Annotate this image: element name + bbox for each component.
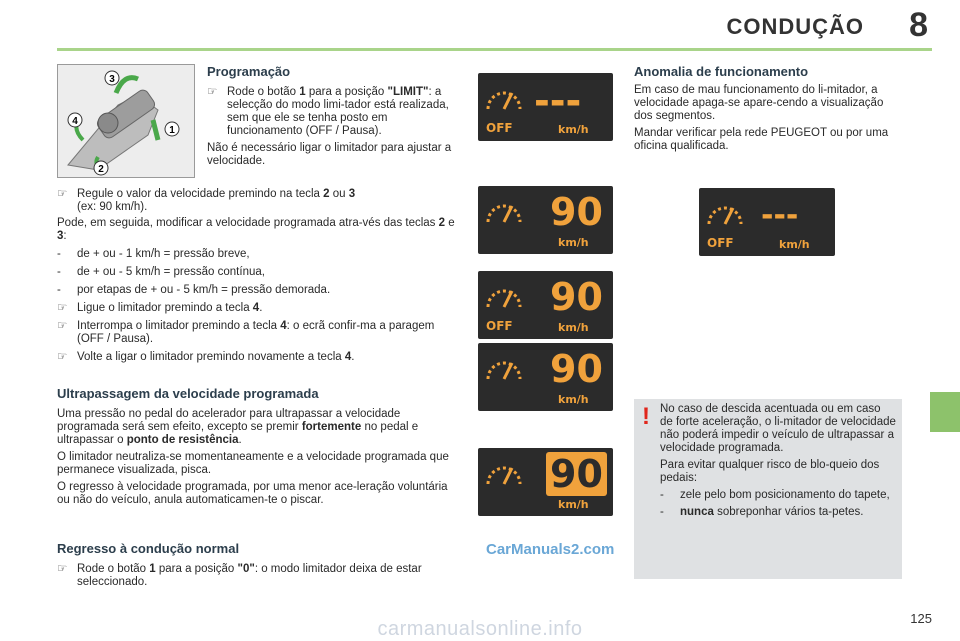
display-dashes-off <box>478 73 613 141</box>
programacao-body <box>207 84 463 168</box>
display-unit: km/h <box>558 236 589 249</box>
display-speed-value: 90 <box>546 452 607 496</box>
programacao-note: Não é necessário ligar o limitador para ajustar a velocidade. <box>207 142 452 167</box>
dash-item: - zele pelo bom posicionamento do tapete, <box>660 489 890 501</box>
display-dashes: --- <box>534 79 582 123</box>
diagram-label-3: 3 <box>109 74 115 85</box>
warning-p1: No caso de descida acentuada ou em caso de forte aceleração, o li-mitador de velocidade não poderá impedir o veículo de ultrapassar a velocidade programada. <box>660 403 896 454</box>
dash-item: - de + ou - 5 km/h = pressão contínua, <box>57 266 265 278</box>
bullet-item: ☞ Ligue o limitador premindo a tecla 4. <box>57 302 263 314</box>
bullet-pointer-icon: ☞ <box>57 351 68 363</box>
display-segments: --- <box>761 198 799 233</box>
display-speed-value: 90 <box>550 347 603 391</box>
bullet-pointer-icon: ☞ <box>57 188 68 200</box>
warning-body <box>660 403 896 519</box>
anomalia-p2: Mandar verificar pela rede PEUGEOT ou por uma oficina qualificada. <box>634 127 889 152</box>
bullet-item: ☞ Regule o valor da velocidade premindo na tecla 2 ou 3 (ex: 90 km/h). <box>57 188 356 213</box>
warning-p2: Para evitar qualquer risco de blo-queio dos pedais: <box>660 459 880 484</box>
diagram-label-2: 2 <box>98 164 104 175</box>
speedometer-icon <box>484 349 524 385</box>
display-speed-active <box>478 343 613 411</box>
display-speed-off <box>478 271 613 339</box>
page-number: 125 <box>910 611 932 626</box>
display-speed-value: 90 <box>550 275 603 319</box>
speedometer-icon <box>484 79 524 115</box>
display-speed <box>478 186 613 254</box>
section-title-programacao: Programação <box>207 64 291 79</box>
bullet-pointer-icon: ☞ <box>207 86 218 98</box>
ultrapassagem-p2: O limitador neutraliza-se momentaneamente e a velocidade programada que permanece visualizada, pisca. <box>57 451 449 476</box>
regresso-body <box>57 561 463 589</box>
display-off-label: OFF <box>486 121 513 135</box>
settings-body <box>57 186 463 364</box>
warning-icon: ! <box>642 403 650 430</box>
section-title-anomalia: Anomalia de funcionamento <box>634 64 809 79</box>
diagram-label-1: 1 <box>169 125 175 136</box>
section-title-ultrapassagem: Ultrapassagem da velocidade programada <box>57 386 319 401</box>
speedometer-icon <box>484 277 524 313</box>
display-unit: km/h <box>558 123 589 136</box>
bullet-pointer-icon: ☞ <box>57 563 68 575</box>
display-anomaly <box>699 188 835 256</box>
chapter-number: 8 <box>909 6 928 44</box>
footer-watermark: carmanualsonline.info <box>377 618 583 640</box>
bullet-pointer-icon: ☞ <box>57 320 68 332</box>
chapter-tab <box>930 392 960 432</box>
bullet-item: ☞ Interrompa o limitador premindo a tecla 4: o ecrã confir-ma a paragem (OFF / Pausa). <box>57 320 435 345</box>
display-speed-blinking <box>478 448 613 516</box>
ultrapassagem-p1: Uma pressão no pedal do acelerador para ultrapassar a velocidade programada será sem efeito, excepto se premir fortemente no pedal e ultrapassar o ponto de resistência. <box>57 408 419 446</box>
dash-item: - de + ou - 1 km/h = pressão breve, <box>57 248 250 260</box>
display-speed-value: 90 <box>550 190 603 234</box>
stalk-diagram <box>57 64 195 178</box>
bullet-pointer-icon: ☞ <box>57 302 68 314</box>
speedometer-icon <box>705 194 745 230</box>
page-title: CONDUÇÃO <box>726 14 864 39</box>
ultrapassagem-p3: O regresso à velocidade programada, por uma menor ace-leração voluntária ou não do veículo, anula automaticamen-te o piscar. <box>57 481 448 506</box>
bullet-item: ☞ Rode o botão 1 para a posição "0": o modo limitador deixa de estar seleccionado. <box>57 563 422 588</box>
settings-paragraph: Pode, em seguida, modificar a velocidade programada atra-vés das teclas 2 e 3: <box>57 217 455 242</box>
header-rule <box>57 48 932 51</box>
bullet-item: ☞ Rode o botão 1 para a posição "LIMIT": a selecção do modo limi-tador está realizada, sem que ele se tenha posto em funcionamento (OFF / Pausa). <box>207 86 449 137</box>
watermark-site: CarManuals2.com <box>486 541 615 558</box>
anomalia-p1: Em caso de mau funcionamento do li-mitador, a velocidade apaga-se apare-cendo a visualização dos segmentos. <box>634 84 884 122</box>
display-unit: km/h <box>558 321 589 334</box>
anomalia-body <box>634 84 902 153</box>
display-off-label: OFF <box>486 319 513 333</box>
dash-item: - por etapas de + ou - 5 km/h = pressão demorada. <box>57 284 331 296</box>
display-off-label: OFF <box>707 236 734 250</box>
ultrapassagem-body <box>57 408 463 507</box>
diagram-label-4: 4 <box>72 116 78 127</box>
speedometer-icon <box>484 454 524 490</box>
section-title-regresso: Regresso à condução normal <box>57 541 240 556</box>
display-unit: km/h <box>779 238 810 251</box>
dash-item: - nunca sobreponhar vários ta-petes. <box>660 506 864 518</box>
speedometer-icon <box>484 192 524 228</box>
bullet-item: ☞ Volte a ligar o limitador premindo novamente a tecla 4. <box>57 351 355 363</box>
display-unit: km/h <box>558 498 589 511</box>
display-unit: km/h <box>558 393 589 406</box>
